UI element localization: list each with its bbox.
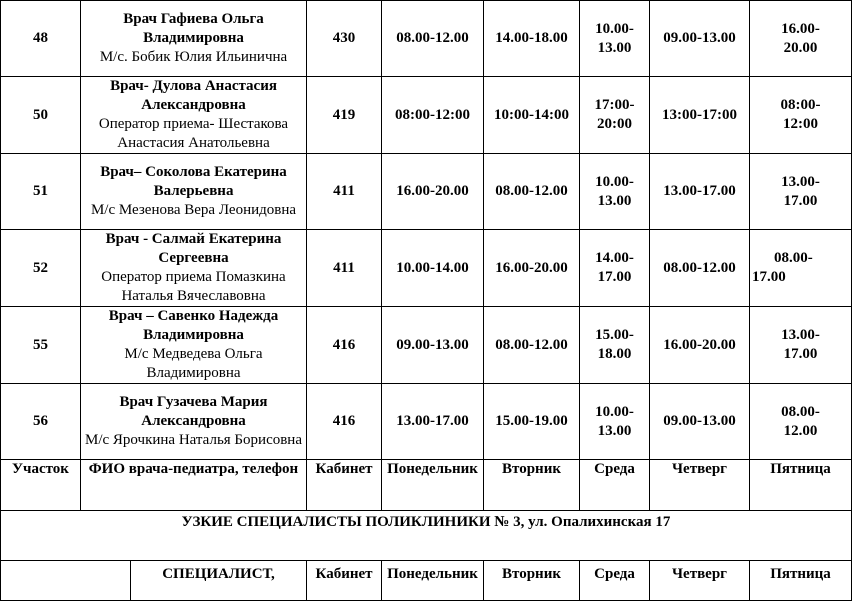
mon-cell: 08:00-12:00 — [382, 77, 484, 154]
nurse-name: М/с. Бобик Юлия Ильинична — [99, 49, 288, 65]
section-title-row — [1, 511, 852, 549]
tue-cell: 10:00-14:00 — [484, 77, 580, 154]
thu-cell: 09.00-13.00 — [650, 384, 750, 460]
header-mon: Понедельник — [382, 460, 484, 511]
time-line: 10.00- — [595, 173, 634, 190]
header2-thu: Четверг — [650, 561, 750, 601]
mon-cell: 08.00-12.00 — [382, 1, 484, 77]
time-line: 20:00 — [597, 116, 633, 132]
mon-cell: 16.00-20.00 — [382, 154, 484, 230]
header-thu: Четверг — [650, 460, 750, 511]
tue-cell: 16.00-20.00 — [484, 230, 580, 307]
time-line: 13.00 — [597, 192, 632, 209]
time-line: 13.00 — [597, 422, 632, 439]
header-fio: ФИО врача-педиатра, телефон — [81, 460, 307, 511]
table-row — [1, 307, 852, 384]
wed-cell — [580, 77, 650, 154]
thu-cell: 08.00-12.00 — [650, 230, 750, 307]
time-line: 12:00 — [783, 116, 819, 132]
specialists-header-row — [1, 561, 852, 601]
fio-cell — [81, 384, 307, 460]
time-line: 13.00- — [781, 173, 820, 190]
nurse-name: Оператор приема- Шестакова Анастасия Анатольевна — [98, 116, 289, 151]
time-line: 13.00 — [597, 39, 632, 56]
wed-cell — [580, 384, 650, 460]
tue-cell: 15.00-19.00 — [484, 384, 580, 460]
table-row — [1, 154, 852, 230]
doctor-name: Врач Гузачева Мария Александровна — [119, 394, 268, 429]
time-line: 17.00 — [597, 269, 632, 285]
uchastok-cell: 51 — [1, 154, 81, 230]
time-line: 08.00- — [774, 250, 813, 266]
header-kabinet: Кабинет — [307, 460, 382, 511]
kabinet-cell: 411 — [307, 154, 382, 230]
time-line: 10.00- — [595, 20, 634, 37]
uchastok-cell: 48 — [1, 1, 81, 77]
section-title: УЗКИЕ СПЕЦИАЛИСТЫ ПОЛИКЛИНИКИ № 3, ул. Опалихинская 17 — [1, 511, 852, 549]
header-wed: Среда — [580, 460, 650, 511]
fio-cell — [81, 230, 307, 307]
nurse-name: М/с Ярочкина Наталья Борисовна — [85, 432, 302, 448]
wed-cell — [580, 1, 650, 77]
table-row — [1, 77, 852, 154]
wed-cell — [580, 154, 650, 230]
thu-cell: 13.00-17.00 — [650, 154, 750, 230]
tue-cell: 14.00-18.00 — [484, 1, 580, 77]
time-line: 13.00- — [781, 327, 820, 343]
fri-cell — [750, 384, 852, 460]
wed-cell — [580, 307, 650, 384]
header2-fri: Пятница — [750, 561, 852, 601]
header2-kabinet: Кабинет — [307, 561, 382, 601]
time-line: 08.00- — [781, 403, 820, 420]
doctor-name: Врач Гафиева Ольга Владимировна — [123, 11, 264, 46]
fri-cell — [750, 307, 852, 384]
time-line: 17:00- — [594, 97, 635, 113]
wed-cell — [580, 230, 650, 307]
nurse-name: М/с Мезенова Вера Леонидовна — [90, 202, 297, 218]
fio-cell — [81, 307, 307, 384]
header2-mon: Понедельник — [382, 561, 484, 601]
mon-cell: 09.00-13.00 — [382, 307, 484, 384]
kabinet-cell: 411 — [307, 230, 382, 307]
doctor-name: Врач- Дулова Анастасия Александровна — [110, 78, 277, 113]
header-tue: Вторник — [484, 460, 580, 511]
header-fri: Пятница — [750, 460, 852, 511]
time-line: 17.00 — [752, 269, 786, 285]
time-line: 08:00- — [780, 97, 821, 113]
uchastok-cell: 52 — [1, 230, 81, 307]
doctor-name: Врач– Соколова Екатерина Валерьевна — [100, 164, 287, 199]
time-line: 14.00- — [595, 250, 634, 266]
header2-specialist: СПЕЦИАЛИСТ, — [131, 561, 307, 601]
fri-cell — [750, 77, 852, 154]
fri-cell — [750, 230, 852, 307]
kabinet-cell: 416 — [307, 384, 382, 460]
tue-cell: 08.00-12.00 — [484, 307, 580, 384]
doctor-name: Врач - Салмай Екатерина Сергеевна — [105, 231, 282, 266]
doctor-name: Врач – Савенко Надежда Владимировна — [108, 308, 279, 343]
kabinet-cell: 419 — [307, 77, 382, 154]
uchastok-cell: 55 — [1, 307, 81, 384]
table-row — [1, 1, 852, 77]
uchastok-cell: 56 — [1, 384, 81, 460]
mon-cell: 10.00-14.00 — [382, 230, 484, 307]
nurse-name: М/с Медведева Ольга Владимировна — [124, 346, 263, 381]
fri-cell — [750, 154, 852, 230]
blank-row — [1, 548, 852, 561]
fri-cell — [750, 1, 852, 77]
table-row — [1, 384, 852, 460]
table-row — [1, 230, 852, 307]
time-line: 17.00 — [783, 346, 818, 362]
uchastok-cell: 50 — [1, 77, 81, 154]
kabinet-cell: 430 — [307, 1, 382, 77]
blank-cell — [1, 548, 852, 561]
header2-tue: Вторник — [484, 561, 580, 601]
fio-cell — [81, 1, 307, 77]
tue-cell: 08.00-12.00 — [484, 154, 580, 230]
nurse-name: Оператор приема Помазкина Наталья Вячеславовна — [101, 269, 286, 304]
thu-cell: 16.00-20.00 — [650, 307, 750, 384]
time-line: 18.00 — [597, 346, 632, 362]
header2-empty — [1, 561, 131, 601]
time-line: 10.00- — [595, 403, 634, 420]
time-line: 15.00- — [595, 327, 634, 343]
header-row — [1, 460, 852, 511]
header-uchastok: Участок — [1, 460, 81, 511]
time-line: 17.00 — [783, 192, 818, 209]
time-line: 12.00 — [783, 422, 818, 439]
time-line: 16.00- — [781, 20, 820, 37]
header2-wed: Среда — [580, 561, 650, 601]
time-line: 20.00 — [783, 39, 818, 56]
fio-cell — [81, 154, 307, 230]
thu-cell: 09.00-13.00 — [650, 1, 750, 77]
kabinet-cell: 416 — [307, 307, 382, 384]
mon-cell: 13.00-17.00 — [382, 384, 484, 460]
thu-cell: 13:00-17:00 — [650, 77, 750, 154]
fio-cell — [81, 77, 307, 154]
